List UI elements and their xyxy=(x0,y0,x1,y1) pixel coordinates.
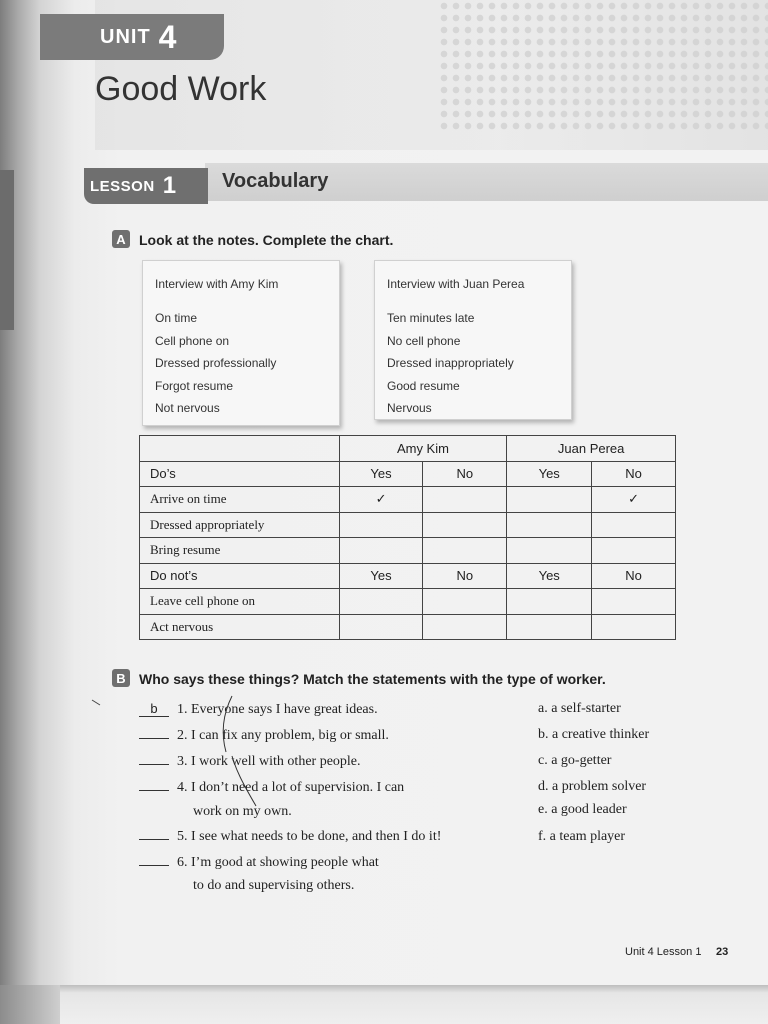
note-title: Interview with Juan Perea xyxy=(387,277,525,291)
table-row xyxy=(140,614,676,640)
note-line: Cell phone on xyxy=(155,333,230,348)
section-a-instruction: Look at the notes. Complete the chart. xyxy=(139,232,394,248)
statement-text: 6. I’m good at showing people what xyxy=(177,855,379,870)
chart-cell[interactable] xyxy=(592,589,676,615)
chart-cell[interactable] xyxy=(423,512,507,538)
lesson-number: 1 xyxy=(162,172,177,199)
page-title: Good Work xyxy=(95,70,267,108)
row-label-dos: Do’s xyxy=(140,461,340,487)
answer-blank[interactable]: b xyxy=(139,702,169,717)
note-line: Good resume xyxy=(387,378,460,393)
statement-text: 5. I see what needs to be done, and then I do it! xyxy=(177,829,442,844)
note-card-juan xyxy=(374,260,572,420)
chart-cell[interactable] xyxy=(423,538,507,564)
statement-6-continued: to do and supervising others. xyxy=(193,878,355,893)
option-f: f. a team player xyxy=(538,829,626,844)
row-label: Dressed appropriately xyxy=(140,512,340,538)
answer-blank[interactable] xyxy=(139,764,169,765)
chart-cell[interactable] xyxy=(507,538,592,564)
chart-cell[interactable] xyxy=(339,589,423,615)
note-line: On time xyxy=(155,311,198,325)
note-line: No cell phone xyxy=(387,333,461,348)
row-label-donts: Do not’s xyxy=(140,563,340,589)
note-title: Interview with Amy Kim xyxy=(155,277,279,291)
statement-6 xyxy=(139,855,379,871)
statement-text: 4. I don’t need a lot of supervision. I can xyxy=(177,780,405,795)
note-line: Dressed inappropriately xyxy=(387,356,514,370)
statement-1 xyxy=(139,702,378,718)
statement-3 xyxy=(139,754,361,770)
unit-tab xyxy=(40,14,224,60)
note-line: Forgot resume xyxy=(155,378,234,393)
statement-2 xyxy=(139,728,389,744)
table-row xyxy=(140,589,676,615)
chart-cell[interactable] xyxy=(507,512,592,538)
chart-cell[interactable] xyxy=(423,614,507,640)
option-d: d. a problem solver xyxy=(538,779,647,794)
page-number: 23 xyxy=(716,946,729,958)
answer-blank[interactable] xyxy=(139,790,169,791)
option-a: a. a self-starter xyxy=(538,701,621,716)
chart-cell[interactable] xyxy=(423,589,507,615)
answer-blank[interactable] xyxy=(139,839,169,840)
next-page-spine xyxy=(0,985,60,1024)
column-header-juan-perea: Juan Perea xyxy=(507,436,676,462)
table-row xyxy=(140,487,676,513)
answer-blank[interactable] xyxy=(139,865,169,866)
unit-number: 4 xyxy=(158,18,177,55)
lesson-label: LESSON xyxy=(90,177,155,195)
footer-label: Unit 4 Lesson 1 xyxy=(625,946,702,958)
note-line: Dressed professionally xyxy=(155,356,277,370)
note-card-amy xyxy=(142,260,340,426)
option-c: c. a go-getter xyxy=(538,753,612,768)
table-row xyxy=(140,461,676,487)
lesson-tab xyxy=(84,168,208,204)
chart-cell[interactable] xyxy=(423,487,507,513)
section-b-badge: B xyxy=(112,669,130,687)
chart-cell[interactable] xyxy=(592,512,676,538)
statement-text: 2. I can fix any problem, big or small. xyxy=(177,728,389,743)
row-label: Bring resume xyxy=(140,538,340,564)
column-header-amy-kim: Amy Kim xyxy=(339,436,507,462)
unit-label: UNIT xyxy=(100,25,151,48)
answer-blank[interactable] xyxy=(139,738,169,739)
chart-cell[interactable]: ✓ xyxy=(339,487,423,513)
no-header: No xyxy=(592,563,676,589)
section-b-instruction: Who says these things? Match the statements with the type of worker. xyxy=(139,671,606,687)
table-row xyxy=(140,563,676,589)
statement-4-continued: work on my own. xyxy=(193,804,292,819)
no-header: No xyxy=(423,461,507,487)
statement-text: 3. I work well with other people. xyxy=(177,754,361,769)
row-label: Arrive on time xyxy=(140,487,340,513)
note-line: Ten minutes late xyxy=(387,311,475,325)
row-label: Act nervous xyxy=(140,614,340,640)
chart-cell[interactable] xyxy=(592,538,676,564)
chart-cell[interactable] xyxy=(339,538,423,564)
chart-cell[interactable] xyxy=(507,614,592,640)
chart-cell[interactable] xyxy=(592,614,676,640)
chart-cell[interactable] xyxy=(339,614,423,640)
empty-header-cell xyxy=(140,436,340,462)
note-line: Nervous xyxy=(387,401,432,415)
chart-cell[interactable]: ✓ xyxy=(592,487,676,513)
book-spine-shadow xyxy=(0,170,14,330)
chart-cell[interactable] xyxy=(507,487,592,513)
option-b: b. a creative thinker xyxy=(538,727,650,742)
next-page-edge xyxy=(0,985,768,1024)
yes-header: Yes xyxy=(339,563,423,589)
chart-cell[interactable] xyxy=(339,512,423,538)
statement-text: 1. Everyone says I have great ideas. xyxy=(177,702,378,717)
option-e: e. a good leader xyxy=(538,802,627,817)
dos-and-donts-chart xyxy=(139,435,676,640)
note-line: Not nervous xyxy=(155,401,220,415)
table-row xyxy=(140,538,676,564)
section-a-badge: A xyxy=(112,230,130,248)
no-header: No xyxy=(592,461,676,487)
table-row xyxy=(140,512,676,538)
row-label: Leave cell phone on xyxy=(140,589,340,615)
no-header: No xyxy=(423,563,507,589)
yes-header: Yes xyxy=(507,461,592,487)
chart-cell[interactable] xyxy=(507,589,592,615)
yes-header: Yes xyxy=(507,563,592,589)
dot-pattern-decoration xyxy=(438,0,768,130)
table-header-row xyxy=(140,436,676,462)
statement-5 xyxy=(139,829,441,845)
yes-header: Yes xyxy=(339,461,423,487)
lesson-title: Vocabulary xyxy=(222,170,329,192)
statement-4 xyxy=(139,780,404,796)
